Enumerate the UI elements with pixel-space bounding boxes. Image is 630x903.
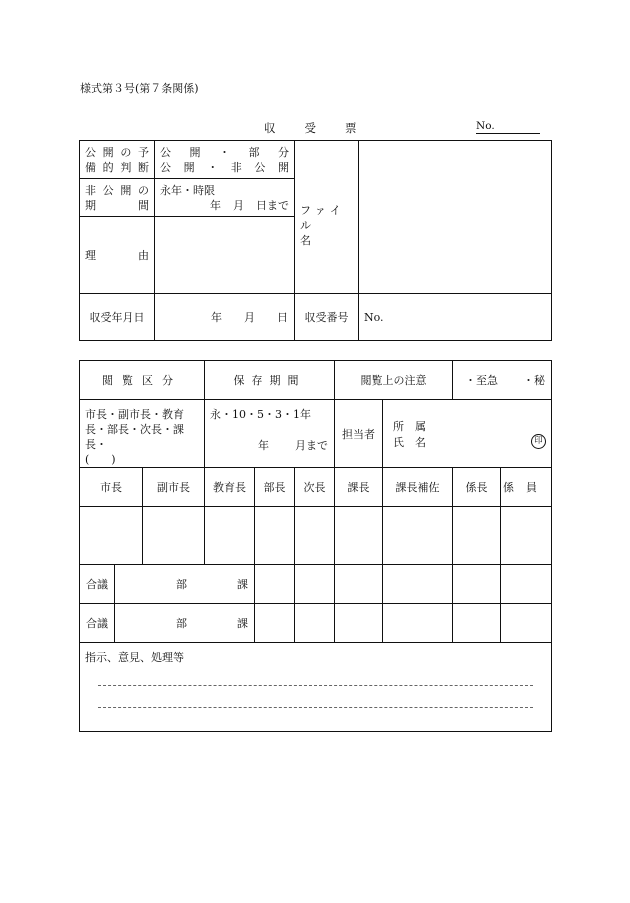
approver-header: 部長 <box>255 468 295 507</box>
notice-header: 閲覧上の注意 <box>335 361 453 400</box>
retention-header <box>205 361 335 400</box>
approver-header: 課長 <box>335 468 383 507</box>
receipt-date-field[interactable] <box>155 294 295 341</box>
label-char: 期 <box>85 198 96 212</box>
classification-line: 市長・副市長・教育 <box>85 408 184 421</box>
approver-header: 市長 <box>80 468 143 507</box>
stamp-cell[interactable] <box>335 604 383 643</box>
classification-line: 長・部長・次長・課長・ <box>85 423 184 451</box>
receipt-day: 日 <box>277 311 288 324</box>
consultation-dept-field[interactable] <box>115 565 255 604</box>
label-char: 公 <box>254 160 266 174</box>
stamp-cell[interactable] <box>501 604 552 643</box>
approver-header: 教育長 <box>205 468 255 507</box>
stamp-cell[interactable] <box>295 507 335 565</box>
reason-field[interactable] <box>155 217 295 294</box>
label-char: の <box>137 183 149 197</box>
stamp-cell[interactable] <box>501 565 552 604</box>
label-line <box>80 198 154 213</box>
retention-year: 年 <box>258 439 270 452</box>
label-char: 由 <box>138 248 149 262</box>
instructions-field[interactable] <box>80 643 552 732</box>
consultation-row <box>80 604 552 643</box>
stamp-cell[interactable] <box>295 604 335 643</box>
label-char: 断 <box>137 160 149 174</box>
stamp-cell[interactable] <box>501 507 552 565</box>
label-line <box>80 248 154 263</box>
name-line <box>383 434 551 450</box>
receipt-year: 年 <box>211 311 222 324</box>
period-year: 年 <box>210 198 221 212</box>
page-title: 収受票 <box>264 121 386 135</box>
consultation-label: 合議 <box>80 565 115 604</box>
receipt-date-label: 収受年月日 <box>80 294 155 341</box>
approver-header: 次長 <box>295 468 335 507</box>
label-char: 備 <box>85 160 96 174</box>
secret-option[interactable]: ・秘 <box>523 374 546 387</box>
label-char: ・ <box>219 145 230 159</box>
consultation-label: 合議 <box>80 604 115 643</box>
file-name-field[interactable] <box>359 141 552 294</box>
retention-value: 永・10・5・3・1年 <box>210 408 311 421</box>
label-char: ・ <box>207 160 219 174</box>
stamp-cell[interactable] <box>80 507 143 565</box>
label-char: 公 <box>85 145 96 159</box>
stamp-cell[interactable] <box>295 565 335 604</box>
label-char: 非 <box>85 183 96 197</box>
seal-mark: 印 <box>531 434 546 449</box>
stamp-cell[interactable] <box>255 604 295 643</box>
label-char: の <box>120 145 132 159</box>
file-name-label-cell <box>295 141 359 294</box>
file-name-label-2: 名 <box>300 234 311 247</box>
label-char: 開 <box>102 145 114 159</box>
stamp-cell[interactable] <box>383 604 453 643</box>
label-char: 開 <box>183 160 195 174</box>
receipt-month: 月 <box>244 311 255 324</box>
label-char: 開 <box>189 145 201 159</box>
nondisclosure-period-field[interactable] <box>155 179 295 217</box>
urgency-options[interactable] <box>453 361 552 400</box>
name-label: 氏名 <box>393 435 438 449</box>
label-char: 公 <box>102 183 114 197</box>
stamp-cell[interactable] <box>205 507 255 565</box>
approver-header: 係長 <box>453 468 501 507</box>
stamp-cell[interactable] <box>255 507 295 565</box>
period-line-1: 永年・時限 <box>160 183 215 197</box>
approver-header-text: 係員 <box>503 481 550 494</box>
section-label: 課 <box>237 578 248 591</box>
circulation-table <box>79 360 552 732</box>
option-line <box>155 145 294 160</box>
label-char: 開 <box>277 160 289 174</box>
stamp-cell[interactable] <box>143 507 205 565</box>
urgency-row <box>453 372 551 388</box>
classification-header-text: 閲覧区分 <box>102 374 182 387</box>
option-line <box>155 160 294 175</box>
label-line <box>80 145 154 160</box>
disclosure-judgment-label <box>80 141 155 179</box>
label-line <box>80 183 154 198</box>
section-label: 課 <box>237 617 248 630</box>
stamp-cell[interactable] <box>383 507 453 565</box>
dotted-line <box>98 685 533 686</box>
retention-header-text: 保存期間 <box>233 374 306 387</box>
approver-header: 課長補佐 <box>383 468 453 507</box>
dept-label: 部 <box>176 617 187 630</box>
approval-stamp-row <box>80 507 552 565</box>
label-char: 予 <box>137 145 149 159</box>
stamp-cell[interactable] <box>383 565 453 604</box>
dotted-line <box>98 707 533 708</box>
consultation-dept <box>115 615 254 631</box>
receipt-date-parts <box>155 309 294 325</box>
classification-line: ( ) <box>85 453 116 466</box>
approver-header-row <box>80 468 552 507</box>
retention-month: 月まで <box>295 439 329 452</box>
label-char: 理 <box>85 248 96 262</box>
label-char: 間 <box>138 198 149 212</box>
stamp-cell[interactable] <box>453 507 501 565</box>
instructions-label: 指示、意見、処理等 <box>85 651 184 664</box>
label-char: 部 <box>248 145 260 159</box>
affiliation-label: 所属 <box>393 419 438 433</box>
ticket-number-field[interactable]: No. <box>476 120 540 134</box>
dept-label: 部 <box>176 578 187 591</box>
approver-header: 副市長 <box>143 468 205 507</box>
person-in-charge-label: 担当者 <box>335 400 383 468</box>
label-char: 公 <box>160 160 171 174</box>
receipt-table <box>79 140 552 341</box>
stamp-cell[interactable] <box>255 565 295 604</box>
classification-header <box>80 361 205 400</box>
label-line <box>80 160 154 175</box>
label-char: 的 <box>102 160 114 174</box>
classification-options[interactable] <box>80 400 205 468</box>
urgent-option[interactable]: ・至急 <box>465 374 499 387</box>
period-line-2 <box>155 198 294 213</box>
label-char: 公 <box>160 145 171 159</box>
consultation-dept-field[interactable] <box>115 604 255 643</box>
label-char: 開 <box>120 183 132 197</box>
form-number: 様式第３号(第７条関係) <box>80 82 199 95</box>
stamp-cell[interactable] <box>335 565 383 604</box>
receipt-number-value: No. <box>364 310 384 324</box>
retention-options[interactable] <box>205 400 335 468</box>
consultation-row <box>80 565 552 604</box>
person-in-charge-field[interactable] <box>383 400 552 468</box>
consultation-dept <box>115 576 254 592</box>
retention-until <box>205 422 334 453</box>
label-char: 分 <box>278 145 289 159</box>
receipt-number-label: 収受番号 <box>295 294 359 341</box>
nondisclosure-period-label <box>80 179 155 217</box>
label-char: 判 <box>120 160 132 174</box>
label-char: 非 <box>230 160 242 174</box>
reason-label <box>80 217 155 294</box>
file-name-label: ファイル <box>300 204 345 232</box>
stamp-cell[interactable] <box>453 604 501 643</box>
stamp-cell[interactable] <box>453 565 501 604</box>
approver-header <box>501 468 552 507</box>
period-day: 日まで <box>256 198 289 212</box>
disclosure-options[interactable] <box>155 141 295 179</box>
affiliation-line <box>383 418 551 434</box>
stamp-cell[interactable] <box>335 507 383 565</box>
period-month: 月 <box>233 198 244 212</box>
receipt-number-field[interactable] <box>359 294 552 341</box>
